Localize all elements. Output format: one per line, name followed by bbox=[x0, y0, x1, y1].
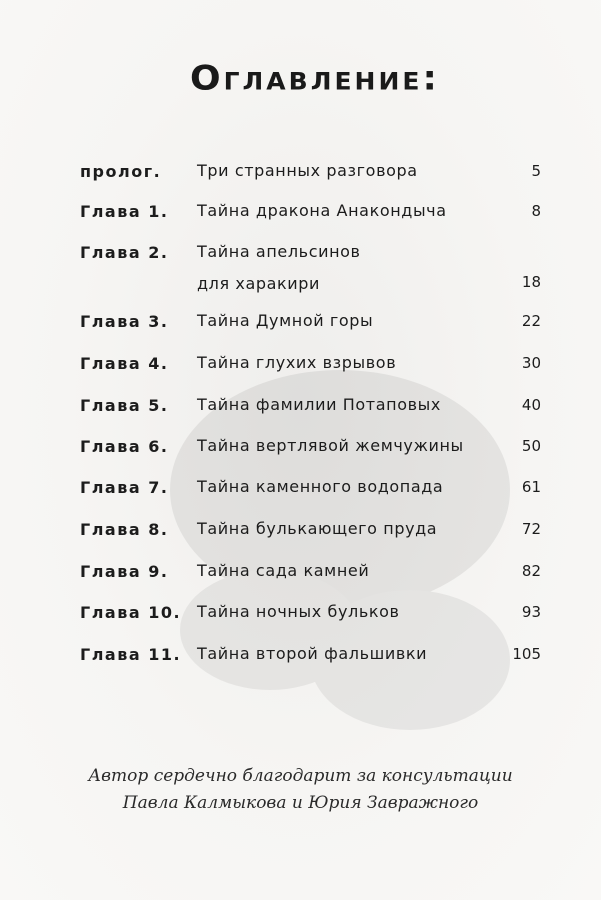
toc-entry-title: Тайна второй фальшивки bbox=[197, 644, 428, 663]
toc-entry[interactable] bbox=[0, 603, 601, 643]
toc-entry-label: Глава 5. bbox=[80, 396, 169, 415]
toc-entry-title: Тайна глухих взрывов bbox=[197, 353, 397, 372]
toc-entry-title: Тайна ночных бульков bbox=[197, 602, 400, 621]
toc-entry-page: 18 bbox=[521, 273, 541, 291]
toc-entry-title: Тайна булькающего пруда bbox=[197, 519, 438, 538]
toc-entry-label: Глава 9. bbox=[80, 562, 169, 581]
toc-entry[interactable] bbox=[0, 312, 601, 352]
toc-entry-label: Глава 10. bbox=[80, 603, 182, 622]
toc-entry-title: Три странных разговора bbox=[197, 161, 418, 180]
toc-entry-page: 40 bbox=[521, 396, 541, 414]
toc-entry-label: Глава 4. bbox=[80, 354, 169, 373]
toc-entry-page: 105 bbox=[512, 645, 541, 663]
toc-entry-label: Глава 2. bbox=[80, 243, 169, 262]
toc-entry-page: 30 bbox=[521, 354, 541, 372]
toc-entry-label: Глава 11. bbox=[80, 645, 182, 664]
toc-entry-label: Глава 3. bbox=[80, 312, 169, 331]
toc-entry-title: Тайна каменного водопада bbox=[197, 477, 444, 496]
toc-entry-title: Тайна апельсинов для харакири bbox=[197, 242, 361, 293]
toc-entry[interactable] bbox=[0, 645, 601, 685]
toc-entry-label: Глава 7. bbox=[80, 478, 169, 497]
toc-entry-title: Тайна вертлявой жемчужины bbox=[197, 436, 464, 455]
toc-entry[interactable] bbox=[0, 243, 601, 295]
toc-entry-label: пролог. bbox=[80, 162, 162, 181]
toc-entry[interactable] bbox=[0, 520, 601, 560]
toc-entry-page: 5 bbox=[531, 162, 541, 180]
toc-entry-label: Глава 6. bbox=[80, 437, 169, 456]
toc-entry-title: Тайна фамилии Потаповых bbox=[197, 395, 441, 414]
toc-entry-page: 50 bbox=[521, 437, 541, 455]
acknowledgement-line-1: Автор сердечно благодарит за консультации bbox=[88, 766, 513, 786]
toc-entry-title: Тайна дракона Анакондыча bbox=[197, 201, 447, 220]
page-title: Оглавление: bbox=[190, 59, 440, 98]
toc-entry[interactable] bbox=[0, 478, 601, 518]
toc-entry-label: Глава 8. bbox=[80, 520, 169, 539]
toc-entry-title: Тайна сада камней bbox=[197, 561, 370, 580]
toc-entry[interactable] bbox=[0, 354, 601, 394]
acknowledgement-line-2: Павла Калмыкова и Юрия Завражного bbox=[122, 793, 479, 813]
toc-entry-page: 22 bbox=[521, 312, 541, 330]
toc-entry-page: 8 bbox=[531, 202, 541, 220]
toc-entry-page: 61 bbox=[521, 478, 541, 496]
acknowledgement bbox=[0, 763, 601, 817]
toc-entry-page: 93 bbox=[521, 603, 541, 621]
toc-entry-page: 82 bbox=[521, 562, 541, 580]
toc-entry-label: Глава 1. bbox=[80, 202, 169, 221]
toc-entry-title: Тайна Думной горы bbox=[197, 311, 374, 330]
toc-entry-page: 72 bbox=[521, 520, 541, 538]
